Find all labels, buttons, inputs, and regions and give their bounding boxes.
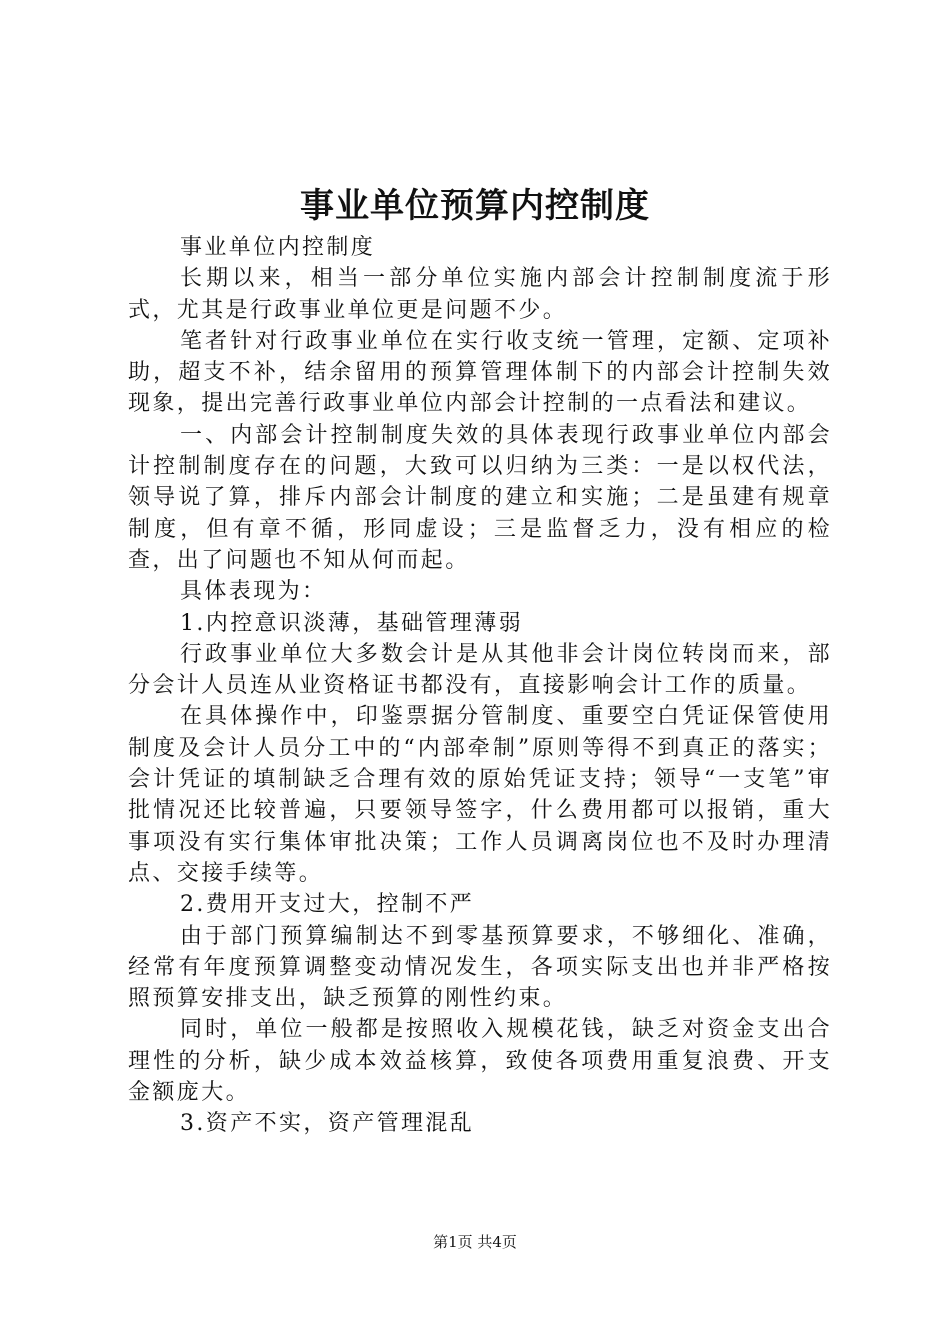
heading-item-3: 3.资产不实，资产管理混乱 (180, 1111, 475, 1137)
page-footer: 第1页 共4页 (433, 1233, 517, 1251)
paragraph-item-1-a: 行政事业单位大多数会计是从其他非会计岗位转岗而来，部分会计人员连从业资格证书都没有，直接影响会计工作的质量。 (128, 641, 832, 699)
paragraph-subtitle: 事业单位内控制度 (180, 235, 376, 260)
paragraph-item-1-b: 在具体操作中，印鉴票据分管制度、重要空白凭证保管使用制度及会计人员分工中的“内部牵制”原则等得不到真正的落实；会计凭证的填制缺乏合理有效的原始凭证支持；领导“一支笔”审批情况还比较普遍，只要领导签字，什么费用都可以报销，重大事项没有实行集体审批决策；工作人员调离岗位也不及时办理清点、交接手续等。 (128, 704, 832, 886)
paragraph-item-2-b: 同时，单位一般都是按照收入规模花钱，缺乏对资金支出合理性的分析，缺少成本效益核算，致使各项费用重复浪费、开支金额庞大。 (128, 1017, 832, 1106)
paragraph-manifestations: 具体表现为： (180, 579, 327, 605)
paragraph-item-2-a: 由于部门预算编制达不到零基预算要求，不够细化、准确，经常有年度预算调整变动情况发生，各项实际支出也并非严格按照预算安排支出，缺乏预算的刚性约束。 (128, 923, 832, 1012)
paragraph-author-view: 笔者针对行政事业单位在实行收支统一管理，定额、定项补助，超支不补，结余留用的预算管理体制下的内部会计控制失效现象，提出完善行政事业单位内部会计控制的一点看法和建议。 (128, 328, 832, 417)
document-title: 事业单位预算内控制度 (300, 186, 650, 226)
paragraph-intro: 长期以来，相当一部分单位实施内部会计控制制度流于形式，尤其是行政事业单位更是问题不少。 (128, 266, 832, 323)
heading-item-2: 2.费用开支过大，控制不严 (180, 892, 475, 918)
paragraph-section-one: 一、内部会计控制制度失效的具体表现行政事业单位内部会计控制制度存在的问题，大致可以归纳为三类：一是以权代法，领导说了算，排斥内部会计制度的建立和实施；二是虽建有规章制度，但有章不循，形同虚设；三是监督乏力，没有相应的检查，出了问题也不知从何而起。 (128, 422, 832, 573)
document-body (128, 232, 832, 1140)
heading-item-1: 1.内控意识淡薄，基础管理薄弱 (180, 610, 523, 636)
